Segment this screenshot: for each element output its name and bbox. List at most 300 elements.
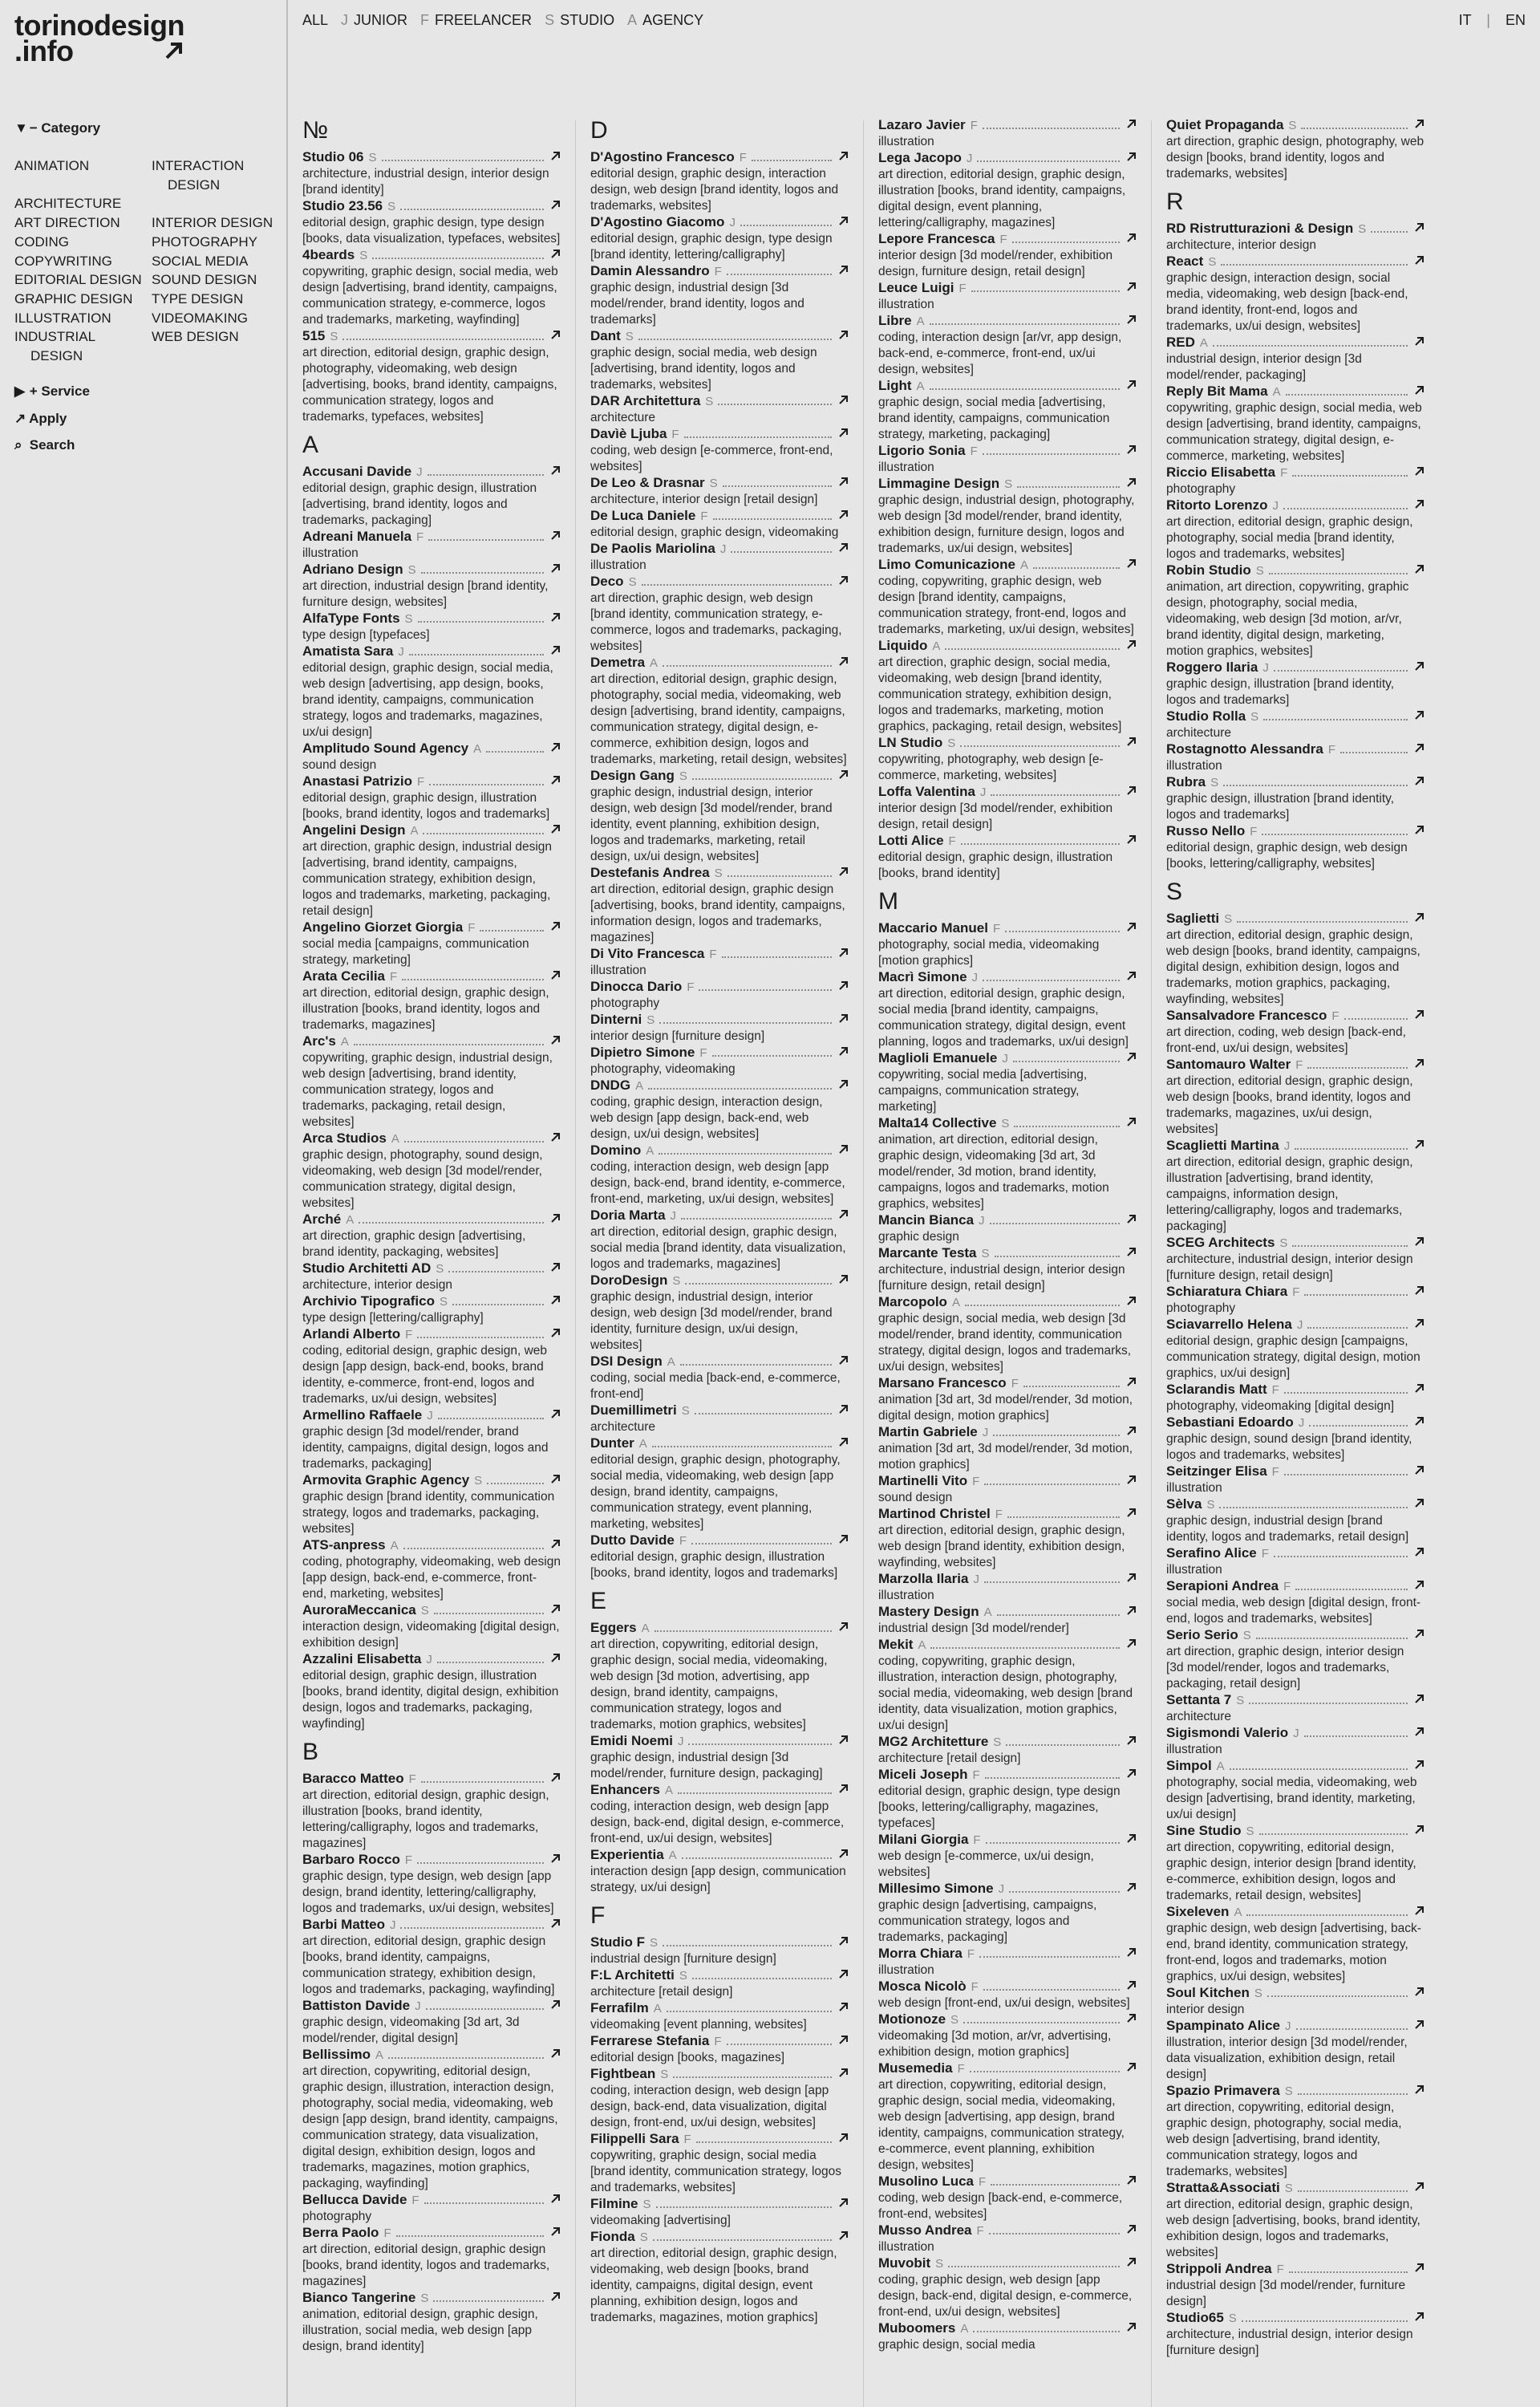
arrow-up-right-icon[interactable] [550, 200, 561, 210]
directory-entry[interactable] [302, 773, 561, 822]
arrow-up-right-icon[interactable] [1414, 2263, 1424, 2273]
entry-name[interactable]: Serafino Alice [1166, 1545, 1257, 1561]
arrow-up-right-icon[interactable] [1414, 2019, 1424, 2030]
directory-entry[interactable] [878, 2222, 1137, 2255]
category-item[interactable] [152, 270, 279, 290]
arrow-up-right-icon[interactable] [550, 249, 561, 259]
entry-name[interactable]: Lazaro Javier [878, 117, 966, 132]
directory-entry[interactable] [1166, 1382, 1424, 1415]
directory-entry[interactable] [590, 574, 849, 655]
arrow-up-right-icon[interactable] [1126, 1052, 1137, 1062]
arrow-up-right-icon[interactable] [1126, 834, 1137, 845]
entry-name[interactable]: React [1166, 254, 1204, 269]
directory-entry[interactable] [302, 198, 561, 247]
entry-name[interactable]: Sclarandis Matt [1166, 1382, 1267, 1397]
directory-entry[interactable] [1166, 117, 1424, 182]
directory-entry[interactable] [878, 1115, 1137, 1212]
entry-name[interactable]: Sèlva [1166, 1496, 1202, 1512]
directory-entry[interactable] [590, 263, 849, 328]
category-item[interactable] [152, 156, 279, 194]
category-item[interactable] [14, 252, 152, 271]
arrow-up-right-icon[interactable] [1414, 825, 1424, 835]
entry-name[interactable]: Schiaratura Chiara [1166, 1284, 1288, 1299]
directory-entry[interactable] [302, 149, 561, 198]
arrow-up-right-icon[interactable] [550, 612, 561, 623]
directory-entry[interactable] [878, 2011, 1137, 2060]
directory-entry[interactable] [1166, 1008, 1424, 1057]
directory-entry[interactable] [1166, 384, 1424, 465]
entry-name[interactable]: Scaglietti Martina [1166, 1138, 1279, 1153]
arrow-up-right-icon[interactable] [1126, 1296, 1137, 1306]
arrow-up-right-icon[interactable] [1414, 1987, 1424, 1997]
directory-entry[interactable] [1166, 1725, 1424, 1758]
arrow-up-right-icon[interactable] [1126, 558, 1137, 569]
entry-name[interactable]: Dant [590, 328, 621, 343]
arrow-up-right-icon[interactable] [1126, 785, 1137, 796]
arrow-up-right-icon[interactable] [1414, 1498, 1424, 1508]
arrow-up-right-icon[interactable] [838, 1144, 849, 1155]
entry-name[interactable]: LN Studio [878, 735, 943, 750]
directory-entry[interactable] [878, 2320, 1137, 2353]
directory-entry[interactable] [878, 735, 1137, 784]
entry-name[interactable]: Sixeleven [1166, 1904, 1230, 1919]
directory-entry[interactable] [590, 655, 849, 768]
arrow-up-right-icon[interactable] [838, 1735, 849, 1745]
directory-entry[interactable] [1166, 2018, 1424, 2083]
entry-name[interactable]: Martinelli Vito [878, 1473, 968, 1488]
arrow-up-right-icon[interactable] [550, 742, 561, 753]
arrow-up-right-icon[interactable] [1414, 1727, 1424, 1737]
directory-entry[interactable] [590, 393, 849, 426]
entry-name[interactable]: Musolino Luca [878, 2174, 974, 2189]
entry-name[interactable]: Dipietro Simone [590, 1045, 695, 1060]
entry-name[interactable]: Light [878, 378, 912, 393]
entry-name[interactable]: DNDG [590, 1078, 631, 1093]
entry-name[interactable]: Soul Kitchen [1166, 1985, 1250, 2000]
entry-name[interactable]: Muboomers [878, 2320, 956, 2336]
arrow-up-right-icon[interactable] [838, 428, 849, 438]
service-toggle[interactable] [14, 384, 90, 400]
category-item[interactable] [14, 270, 152, 290]
category-toggle[interactable] [14, 120, 100, 136]
directory-entry[interactable] [302, 562, 561, 611]
arrow-up-right-icon[interactable] [1126, 1573, 1137, 1583]
directory-entry[interactable] [590, 1435, 849, 1532]
arrow-up-right-icon[interactable] [1414, 743, 1424, 753]
entry-name[interactable]: Simpol [1166, 1758, 1212, 1773]
entry-name[interactable]: Martin Gabriele [878, 1424, 978, 1439]
entry-name[interactable]: De Paolis Mariolina [590, 541, 715, 556]
arrow-up-right-icon[interactable] [1414, 1694, 1424, 1704]
entry-name[interactable]: Adriano Design [302, 562, 403, 577]
entry-name[interactable]: Dunter [590, 1435, 634, 1451]
directory-entry[interactable] [302, 1852, 561, 1917]
entry-name[interactable]: Davìè Ljuba [590, 426, 667, 441]
entry-name[interactable]: Lepore Francesca [878, 231, 995, 246]
search-button[interactable] [14, 437, 75, 453]
arrow-up-right-icon[interactable] [1126, 477, 1137, 488]
directory-entry[interactable] [878, 920, 1137, 969]
arrow-up-right-icon[interactable] [838, 1046, 849, 1057]
arrow-up-right-icon[interactable] [1414, 336, 1424, 347]
filter-agency[interactable] [627, 12, 703, 29]
directory-entry[interactable] [878, 1767, 1137, 1832]
arrow-up-right-icon[interactable] [838, 2035, 849, 2045]
entry-name[interactable]: 4beards [302, 247, 355, 262]
arrow-up-right-icon[interactable] [1414, 499, 1424, 509]
directory-entry[interactable] [878, 1424, 1137, 1473]
directory-entry[interactable] [878, 1979, 1137, 2011]
entry-name[interactable]: Liquido [878, 638, 928, 653]
directory-entry[interactable] [1166, 2180, 1424, 2261]
directory-entry[interactable] [590, 1354, 849, 1402]
arrow-up-right-icon[interactable] [550, 1604, 561, 1614]
entry-name[interactable]: Studio65 [1166, 2310, 1224, 2325]
entry-name[interactable]: Marcopolo [878, 1294, 947, 1309]
directory-entry[interactable] [590, 149, 849, 214]
directory-entry[interactable] [302, 2047, 561, 2192]
directory-entry[interactable] [1166, 2261, 1424, 2310]
arrow-up-right-icon[interactable] [838, 980, 849, 991]
arrow-up-right-icon[interactable] [1414, 1760, 1424, 1770]
entry-name[interactable]: Roggero Ilaria [1166, 660, 1258, 675]
directory-entry[interactable] [302, 1326, 561, 1407]
arrow-up-right-icon[interactable] [1126, 1947, 1137, 1958]
directory-entry[interactable] [1166, 741, 1424, 774]
arrow-up-right-icon[interactable] [550, 2226, 561, 2237]
entry-name[interactable]: Arca Studios [302, 1130, 387, 1146]
entry-name[interactable]: D'Agostino Francesco [590, 149, 735, 164]
entry-name[interactable]: Loffa Valentina [878, 784, 975, 799]
directory-entry[interactable] [590, 2229, 849, 2326]
entry-name[interactable]: Demetra [590, 655, 646, 670]
arrow-up-right-icon[interactable] [1414, 1058, 1424, 1069]
directory-entry[interactable] [302, 1771, 561, 1852]
arrow-up-right-icon[interactable] [550, 1262, 561, 1273]
entry-name[interactable]: Lotti Alice [878, 833, 944, 848]
directory-entry[interactable] [590, 1078, 849, 1143]
filter-studio[interactable] [545, 12, 614, 29]
entry-name[interactable]: Muvobit [878, 2255, 931, 2271]
arrow-up-right-icon[interactable] [550, 465, 561, 476]
entry-name[interactable]: Domino [590, 1143, 642, 1158]
directory-entry[interactable] [1166, 1627, 1424, 1692]
entry-name[interactable]: DSI Design [590, 1354, 663, 1369]
arrow-up-right-icon[interactable] [1126, 639, 1137, 650]
entry-name[interactable]: Barbaro Rocco [302, 1852, 400, 1867]
arrow-up-right-icon[interactable] [1126, 1735, 1137, 1746]
category-item[interactable] [152, 327, 279, 365]
directory-entry[interactable] [878, 2174, 1137, 2222]
entry-name[interactable]: Seitzinger Elisa [1166, 1463, 1267, 1479]
directory-entry[interactable] [878, 784, 1137, 833]
directory-entry[interactable] [1166, 823, 1424, 872]
directory-entry[interactable] [878, 1946, 1137, 1979]
entry-name[interactable]: Accusani Davide [302, 464, 412, 479]
directory-entry[interactable] [1166, 1904, 1424, 1985]
entry-name[interactable]: MG2 Architetture [878, 1734, 989, 1749]
arrow-up-right-icon[interactable] [550, 1474, 561, 1484]
arrow-up-right-icon[interactable] [1126, 152, 1137, 162]
directory-entry[interactable] [878, 1473, 1137, 1506]
arrow-up-right-icon[interactable] [1126, 1117, 1137, 1127]
directory-entry[interactable] [590, 1733, 849, 1782]
directory-entry[interactable] [878, 1571, 1137, 1604]
directory-entry[interactable] [1166, 774, 1424, 823]
entry-name[interactable]: Ferrarese Stefania [590, 2033, 710, 2048]
entry-name[interactable]: Adreani Manuela [302, 529, 412, 544]
entry-name[interactable]: Spazio Primavera [1166, 2083, 1280, 2098]
entry-name[interactable]: Rostagnotto Alessandra [1166, 741, 1323, 757]
directory-entry[interactable] [590, 1847, 849, 1896]
category-item[interactable] [14, 309, 152, 328]
arrow-up-right-icon[interactable] [1126, 1638, 1137, 1649]
directory-entry[interactable] [1166, 911, 1424, 1008]
arrow-up-right-icon[interactable] [1414, 776, 1424, 786]
directory-entry[interactable] [302, 1537, 561, 1602]
arrow-up-right-icon[interactable] [1126, 1833, 1137, 1844]
arrow-up-right-icon[interactable] [1126, 2013, 1137, 2023]
filter-junior[interactable] [341, 12, 407, 29]
arrow-up-right-icon[interactable] [1414, 1580, 1424, 1590]
directory-entry[interactable] [1166, 562, 1424, 660]
arrow-up-right-icon[interactable] [550, 1213, 561, 1224]
directory-entry[interactable] [302, 1407, 561, 1472]
entry-name[interactable]: De Leo & Drasnar [590, 475, 705, 490]
directory-entry[interactable] [1166, 1545, 1424, 1578]
arrow-up-right-icon[interactable] [1414, 255, 1424, 266]
arrow-up-right-icon[interactable] [550, 1328, 561, 1338]
arrow-up-right-icon[interactable] [838, 265, 849, 275]
directory-entry[interactable] [302, 643, 561, 741]
arrow-up-right-icon[interactable] [1414, 710, 1424, 720]
arrow-up-right-icon[interactable] [838, 1013, 849, 1024]
directory-entry[interactable] [1166, 1138, 1424, 1235]
arrow-up-right-icon[interactable] [838, 1622, 849, 1632]
arrow-up-right-icon[interactable] [550, 970, 561, 980]
directory-entry[interactable] [1166, 660, 1424, 708]
arrow-up-right-icon[interactable] [1126, 2224, 1137, 2234]
entry-name[interactable]: Dutto Davide [590, 1532, 675, 1548]
entry-name[interactable]: Miceli Joseph [878, 1767, 968, 1782]
category-item[interactable] [14, 290, 152, 309]
entry-name[interactable]: Berra Paolo [302, 2225, 379, 2240]
arrow-up-right-icon[interactable] [1126, 380, 1137, 390]
directory-entry[interactable] [1166, 1985, 1424, 2018]
directory-entry[interactable] [1166, 2083, 1424, 2180]
entry-name[interactable]: Battiston Davide [302, 1998, 411, 2013]
directory-entry[interactable] [1166, 1317, 1424, 1382]
directory-entry[interactable] [1166, 1235, 1424, 1284]
directory-entry[interactable] [590, 475, 849, 508]
entry-name[interactable]: Arché [302, 1212, 342, 1227]
arrow-up-right-icon[interactable] [1414, 1547, 1424, 1557]
directory-entry[interactable] [590, 328, 849, 393]
entry-name[interactable]: Settanta 7 [1166, 1692, 1232, 1707]
arrow-up-right-icon[interactable] [838, 1355, 849, 1366]
entry-name[interactable]: Mastery Design [878, 1604, 979, 1619]
entry-name[interactable]: Serapioni Andrea [1166, 1578, 1279, 1593]
entry-name[interactable]: Arata Cecilia [302, 968, 385, 984]
arrow-up-right-icon[interactable] [1126, 233, 1137, 243]
entry-name[interactable]: Morra Chiara [878, 1946, 962, 1961]
entry-name[interactable]: Baracco Matteo [302, 1771, 404, 1786]
directory-entry[interactable] [302, 464, 561, 529]
entry-name[interactable]: Studio F [590, 1934, 645, 1950]
directory-entry[interactable] [302, 1917, 561, 1998]
directory-entry[interactable] [878, 443, 1137, 476]
directory-entry[interactable] [302, 822, 561, 919]
entry-name[interactable]: Angelino Giorzet Giorgia [302, 919, 464, 935]
category-item[interactable] [14, 194, 152, 213]
arrow-up-right-icon[interactable] [1126, 2257, 1137, 2267]
arrow-up-right-icon[interactable] [1414, 385, 1424, 396]
entry-name[interactable]: Damin Alessandro [590, 263, 710, 278]
arrow-up-right-icon[interactable] [550, 2194, 561, 2204]
category-item[interactable] [14, 327, 152, 365]
directory-entry[interactable] [878, 557, 1137, 638]
entry-name[interactable]: Studio Rolla [1166, 708, 1246, 724]
arrow-up-right-icon[interactable] [550, 1539, 561, 1549]
arrow-up-right-icon[interactable] [838, 2230, 849, 2241]
directory-entry[interactable] [590, 1012, 849, 1045]
arrow-up-right-icon[interactable] [838, 575, 849, 586]
entry-name[interactable]: Ligorio Sonia [878, 443, 966, 458]
entry-name[interactable]: Bellucca Davide [302, 2192, 407, 2207]
lang-it-link[interactable]: IT [1458, 12, 1472, 28]
directory-entry[interactable] [590, 1934, 849, 1967]
arrow-up-right-icon[interactable] [838, 769, 849, 780]
arrow-up-right-icon[interactable] [1414, 1465, 1424, 1475]
entry-name[interactable]: Leuce Luigi [878, 280, 954, 295]
directory-entry[interactable] [1166, 335, 1424, 384]
arrow-up-right-icon[interactable] [1126, 1377, 1137, 1387]
directory-entry[interactable] [1166, 1463, 1424, 1496]
directory-entry[interactable] [878, 2060, 1137, 2174]
directory-entry[interactable] [302, 2192, 561, 2225]
entry-name[interactable]: Dinterni [590, 1012, 642, 1027]
directory-entry[interactable] [878, 476, 1137, 557]
entry-name[interactable]: RED [1166, 335, 1195, 350]
arrow-up-right-icon[interactable] [1126, 2322, 1137, 2332]
directory-entry[interactable] [302, 1293, 561, 1326]
entry-name[interactable]: Quiet Propaganda [1166, 117, 1284, 132]
arrow-up-right-icon[interactable] [838, 477, 849, 487]
arrow-up-right-icon[interactable] [550, 1772, 561, 1783]
directory-entry[interactable] [302, 741, 561, 773]
arrow-up-right-icon[interactable] [838, 216, 849, 226]
arrow-up-right-icon[interactable] [550, 1853, 561, 1864]
arrow-up-right-icon[interactable] [1126, 2062, 1137, 2072]
directory-entry[interactable] [590, 1208, 849, 1273]
directory-entry[interactable] [878, 1604, 1137, 1637]
entry-name[interactable]: F:L Architetti [590, 1967, 675, 1983]
entry-name[interactable]: Di Vito Francesca [590, 946, 705, 961]
directory-entry[interactable] [878, 969, 1137, 1050]
arrow-up-right-icon[interactable] [1126, 119, 1137, 129]
arrow-up-right-icon[interactable] [1414, 1383, 1424, 1394]
entry-name[interactable]: Marcante Testa [878, 1245, 977, 1260]
entry-name[interactable]: Bianco Tangerine [302, 2290, 416, 2305]
entry-name[interactable]: Deco [590, 574, 624, 589]
arrow-up-right-icon[interactable] [1414, 912, 1424, 923]
arrow-up-right-icon[interactable] [550, 1295, 561, 1305]
arrow-up-right-icon[interactable] [838, 1079, 849, 1090]
directory-entry[interactable] [1166, 465, 1424, 497]
entry-name[interactable]: Sigismondi Valerio [1166, 1725, 1289, 1740]
entry-name[interactable]: Malta14 Collective [878, 1115, 997, 1130]
arrow-up-right-icon[interactable] [838, 1784, 849, 1794]
entry-name[interactable]: Spampinato Alice [1166, 2018, 1281, 2033]
entry-name[interactable]: Eggers [590, 1620, 637, 1635]
category-item[interactable] [152, 233, 279, 252]
arrow-up-right-icon[interactable] [838, 948, 849, 958]
arrow-up-right-icon[interactable] [550, 330, 561, 340]
entry-name[interactable]: Filippelli Sara [590, 2131, 679, 2146]
arrow-up-right-icon[interactable] [1414, 2084, 1424, 2095]
entry-name[interactable]: Sine Studio [1166, 1823, 1242, 1838]
arrow-up-right-icon[interactable] [550, 2291, 561, 2302]
arrow-up-right-icon[interactable] [550, 1999, 561, 2010]
arrow-up-right-icon[interactable] [1126, 1768, 1137, 1779]
directory-entry[interactable] [590, 541, 849, 574]
directory-entry[interactable] [590, 768, 849, 865]
entry-name[interactable]: DoroDesign [590, 1273, 668, 1288]
arrow-up-right-icon[interactable] [1414, 1236, 1424, 1247]
directory-entry[interactable] [302, 2225, 561, 2290]
directory-entry[interactable] [590, 426, 849, 475]
entry-name[interactable]: Filmine [590, 2196, 638, 2211]
entry-name[interactable]: Stratta&Associati [1166, 2180, 1280, 2195]
directory-entry[interactable] [1166, 1415, 1424, 1463]
arrow-up-right-icon[interactable] [1126, 2175, 1137, 2186]
arrow-up-right-icon[interactable] [1414, 2312, 1424, 2322]
directory-entry[interactable] [302, 529, 561, 562]
directory-entry[interactable] [878, 833, 1137, 882]
directory-entry[interactable] [1166, 221, 1424, 254]
directory-entry[interactable] [302, 2290, 561, 2355]
entry-name[interactable]: Studio 06 [302, 149, 364, 164]
arrow-up-right-icon[interactable] [1414, 661, 1424, 672]
arrow-up-right-icon[interactable] [1414, 1285, 1424, 1296]
entry-name[interactable]: Design Gang [590, 768, 675, 783]
category-item[interactable] [152, 290, 279, 309]
arrow-up-right-icon[interactable] [838, 330, 849, 340]
entry-name[interactable]: Marzolla Ilaria [878, 1571, 969, 1586]
arrow-up-right-icon[interactable] [550, 563, 561, 574]
entry-name[interactable]: Barbi Matteo [302, 1917, 385, 1932]
entry-name[interactable]: Armellino Raffaele [302, 1407, 423, 1423]
category-item[interactable] [14, 233, 152, 252]
directory-entry[interactable] [878, 280, 1137, 313]
arrow-up-right-icon[interactable] [550, 1409, 561, 1419]
entry-name[interactable]: Musemedia [878, 2060, 953, 2076]
directory-entry[interactable] [1166, 497, 1424, 562]
arrow-up-right-icon[interactable] [1414, 2182, 1424, 2192]
entry-name[interactable]: Azzalini Elisabetta [302, 1651, 422, 1666]
directory-entry[interactable] [302, 1651, 561, 1732]
directory-entry[interactable] [878, 1506, 1137, 1571]
entry-name[interactable]: Sansalvadore Francesco [1166, 1008, 1327, 1023]
entry-name[interactable]: Dinocca Dario [590, 979, 683, 994]
filter-all[interactable] [302, 12, 328, 29]
directory-entry[interactable] [878, 1375, 1137, 1424]
directory-entry[interactable] [590, 1620, 849, 1733]
directory-entry[interactable] [590, 865, 849, 946]
directory-entry[interactable] [302, 919, 561, 968]
directory-entry[interactable] [590, 1273, 849, 1354]
arrow-up-right-icon[interactable] [838, 1534, 849, 1544]
